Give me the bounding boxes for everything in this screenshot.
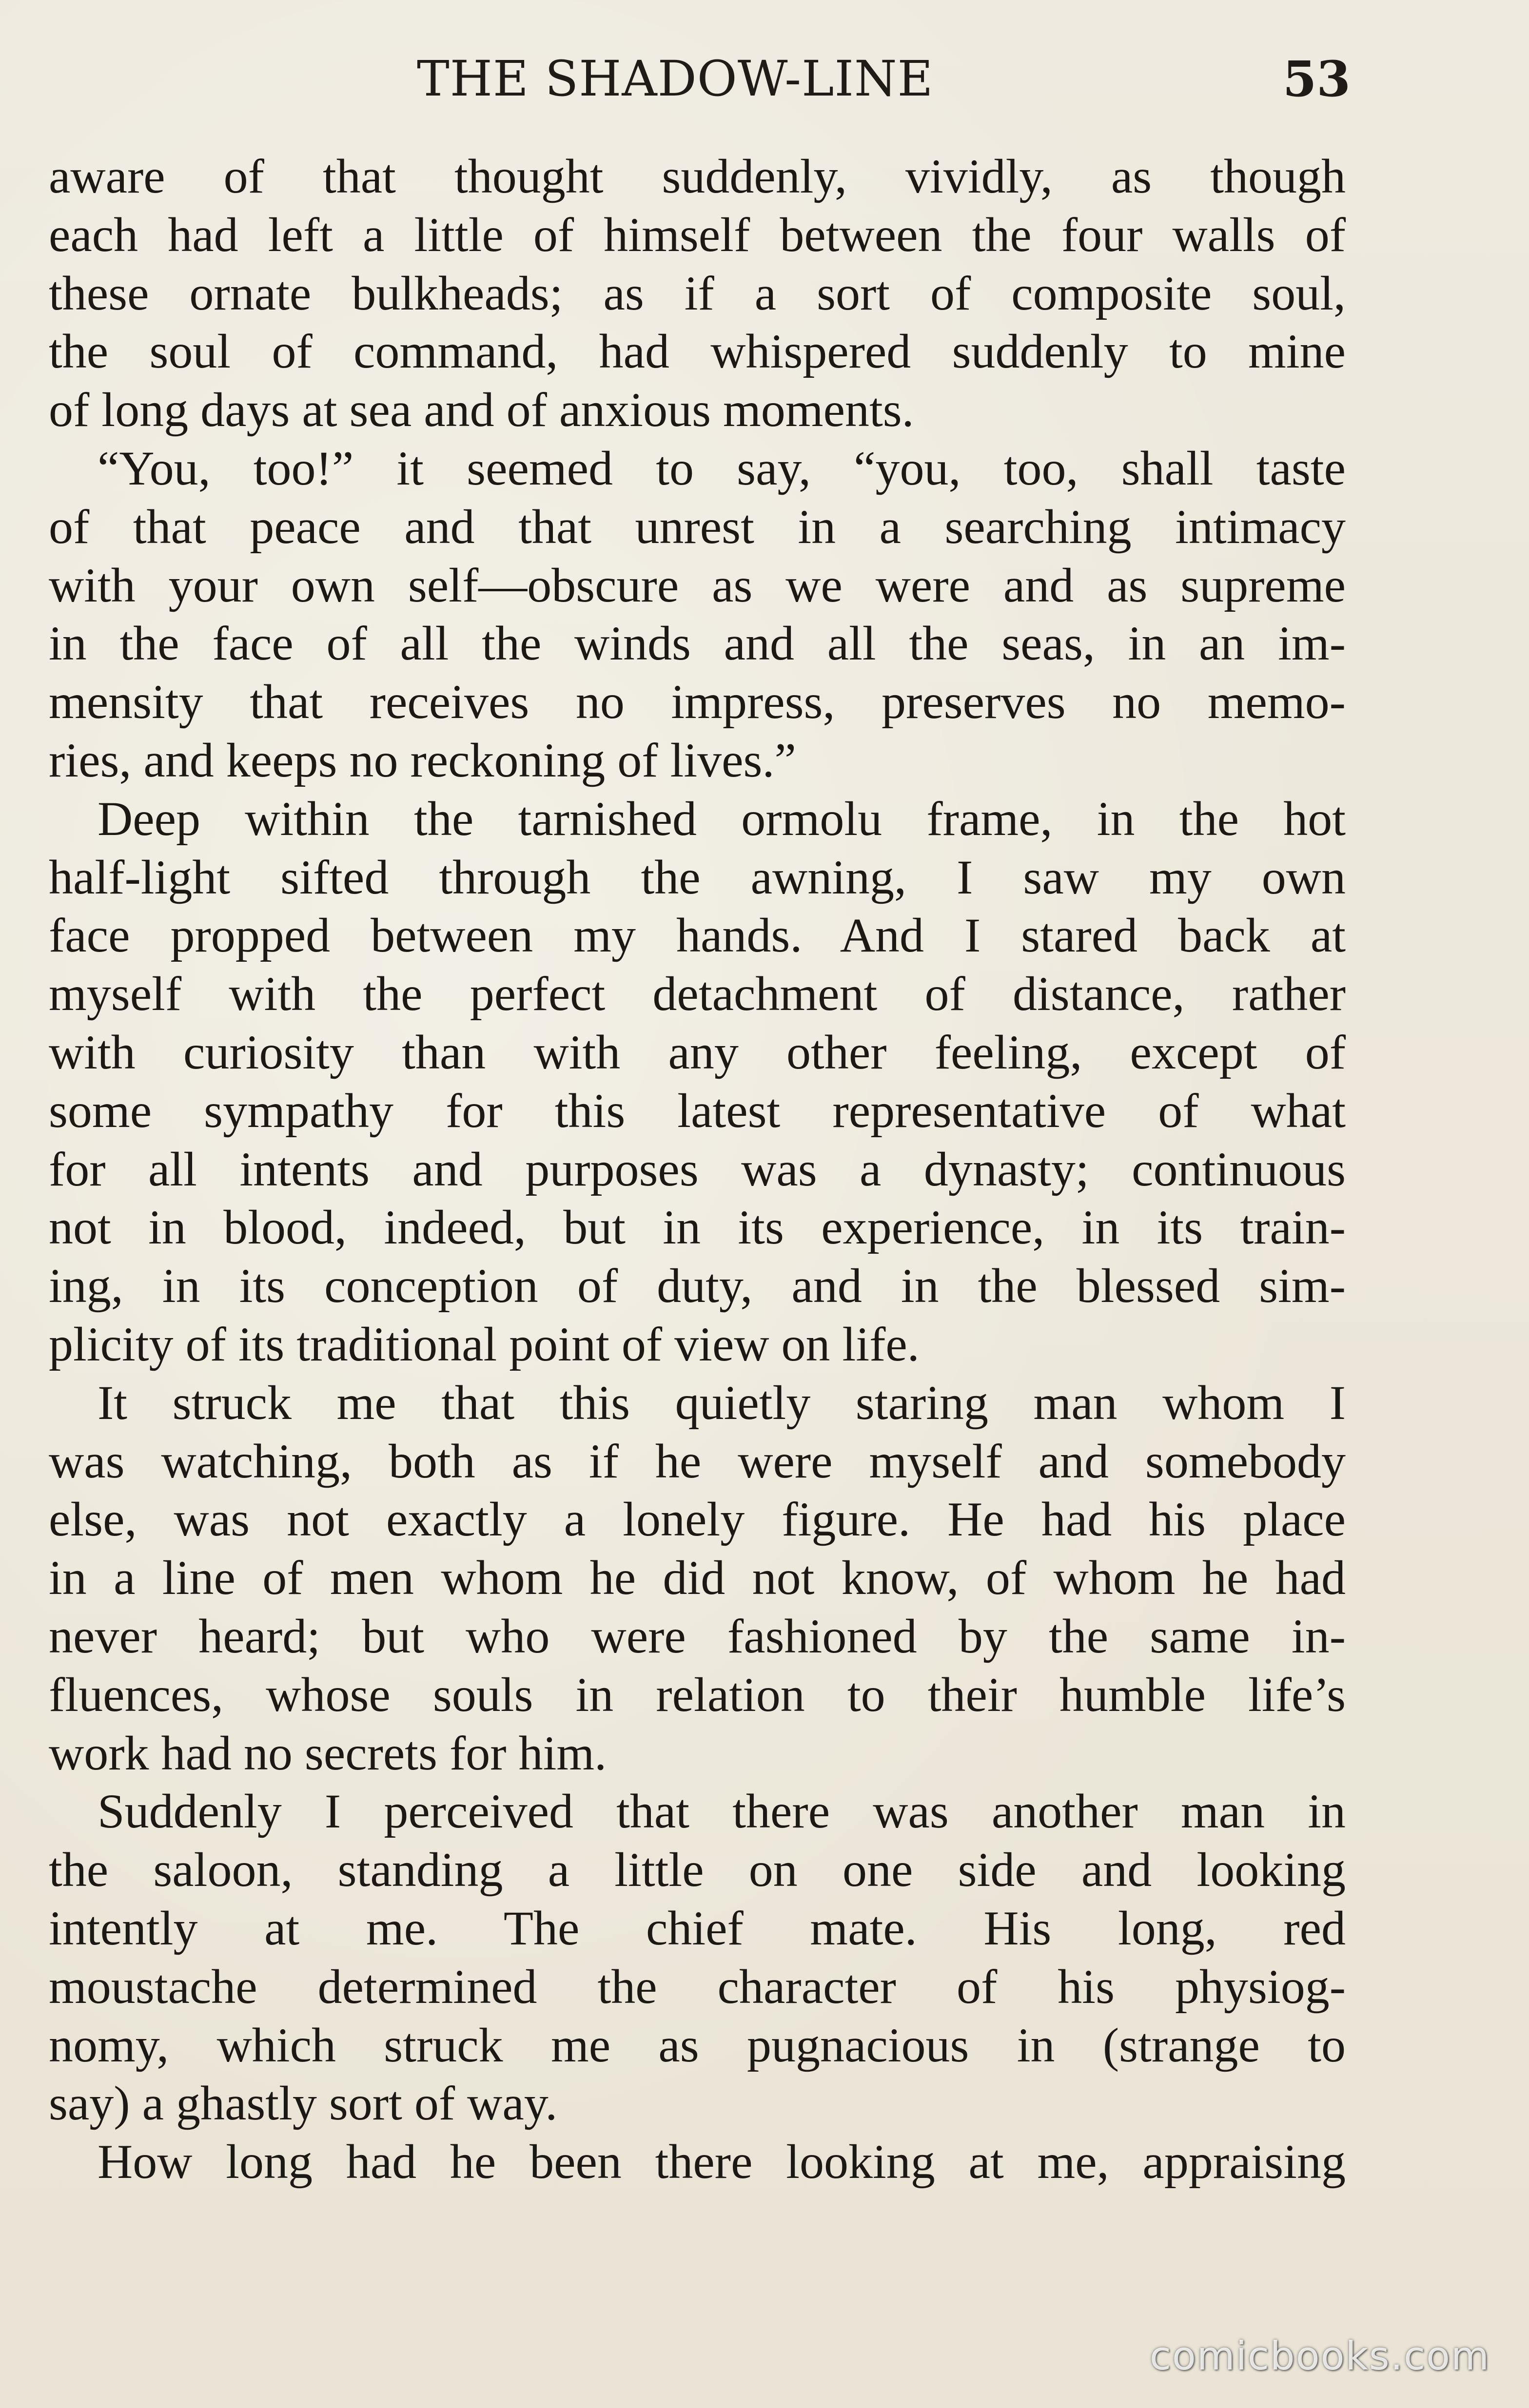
text-line: never heard; but who were fashioned by the same in- (49, 1609, 1346, 1663)
text-line: of that peace and that unrest in a searching intimacy (49, 499, 1346, 554)
text-line: How long had he been there looking at me, appraising (98, 2135, 1346, 2189)
text-line: plicity of its traditional point of view on life. (49, 1317, 920, 1371)
body-text (49, 147, 1346, 2191)
text-line: fluences, whose souls in relation to their humble life’s (49, 1667, 1346, 1722)
text-line: It struck me that this quietly staring man whom I (98, 1375, 1346, 1430)
text-line: with curiosity than with any other feeling, except of (49, 1025, 1346, 1079)
text-line: Suddenly I perceived that there was another man in (98, 1784, 1346, 1839)
text-line: ing, in its conception of duty, and in the blessed sim- (49, 1259, 1346, 1313)
watermark: comicbooks.com (1149, 2333, 1490, 2379)
text-line: nomy, which struck me as pugnacious in (strange to (49, 2018, 1346, 2072)
text-line: “You, too!” it seemed to say, “you, too, shall taste (98, 441, 1346, 495)
page-number: 53 (1282, 50, 1351, 108)
text-line: else, was not exactly a lonely figure. He had his place (49, 1492, 1346, 1547)
text-line: say) a ghastly sort of way. (49, 2076, 558, 2131)
text-line: mensity that receives no impress, preserves no memo- (49, 675, 1346, 729)
page-header (0, 45, 1529, 113)
text-line: the soul of command, had whispered suddenly to mine (49, 324, 1346, 379)
text-line: moustache determined the character of his physiog- (49, 1959, 1346, 2014)
text-line: intently at me. The chief mate. His long, red (49, 1901, 1346, 1955)
text-line: in a line of men whom he did not know, of whom he had (49, 1551, 1346, 1605)
text-line: face propped between my hands. And I stared back at (49, 908, 1346, 963)
text-line: these ornate bulkheads; as if a sort of composite soul, (49, 266, 1346, 320)
text-line: not in blood, indeed, but in its experience, in its train- (49, 1200, 1346, 1255)
text-line: work had no secrets for him. (49, 1726, 607, 1780)
text-line: half-light sifted through the awning, I saw my own (49, 850, 1346, 904)
text-line: for all intents and purposes was a dynasty; continuous (49, 1142, 1346, 1196)
running-title: THE SHADOW-LINE (417, 50, 934, 107)
text-line: in the face of all the winds and all the seas, in an im- (49, 616, 1346, 671)
text-line: aware of that thought suddenly, vividly, as though (49, 149, 1346, 203)
text-line: ries, and keeps no reckoning of lives.” (49, 733, 796, 787)
text-line: the saloon, standing a little on one side and looking (49, 1843, 1346, 1897)
text-line: with your own self—obscure as we were and as supreme (49, 558, 1346, 612)
text-line: some sympathy for this latest representative of what (49, 1083, 1346, 1138)
text-line: myself with the perfect detachment of distance, rather (49, 967, 1346, 1021)
text-line: was watching, both as if he were myself and somebody (49, 1434, 1346, 1488)
text-line: each had left a little of himself between the four walls of (49, 207, 1346, 262)
text-line: of long days at sea and of anxious moments. (49, 383, 914, 437)
text-line: Deep within the tarnished ormolu frame, in the hot (98, 791, 1346, 846)
